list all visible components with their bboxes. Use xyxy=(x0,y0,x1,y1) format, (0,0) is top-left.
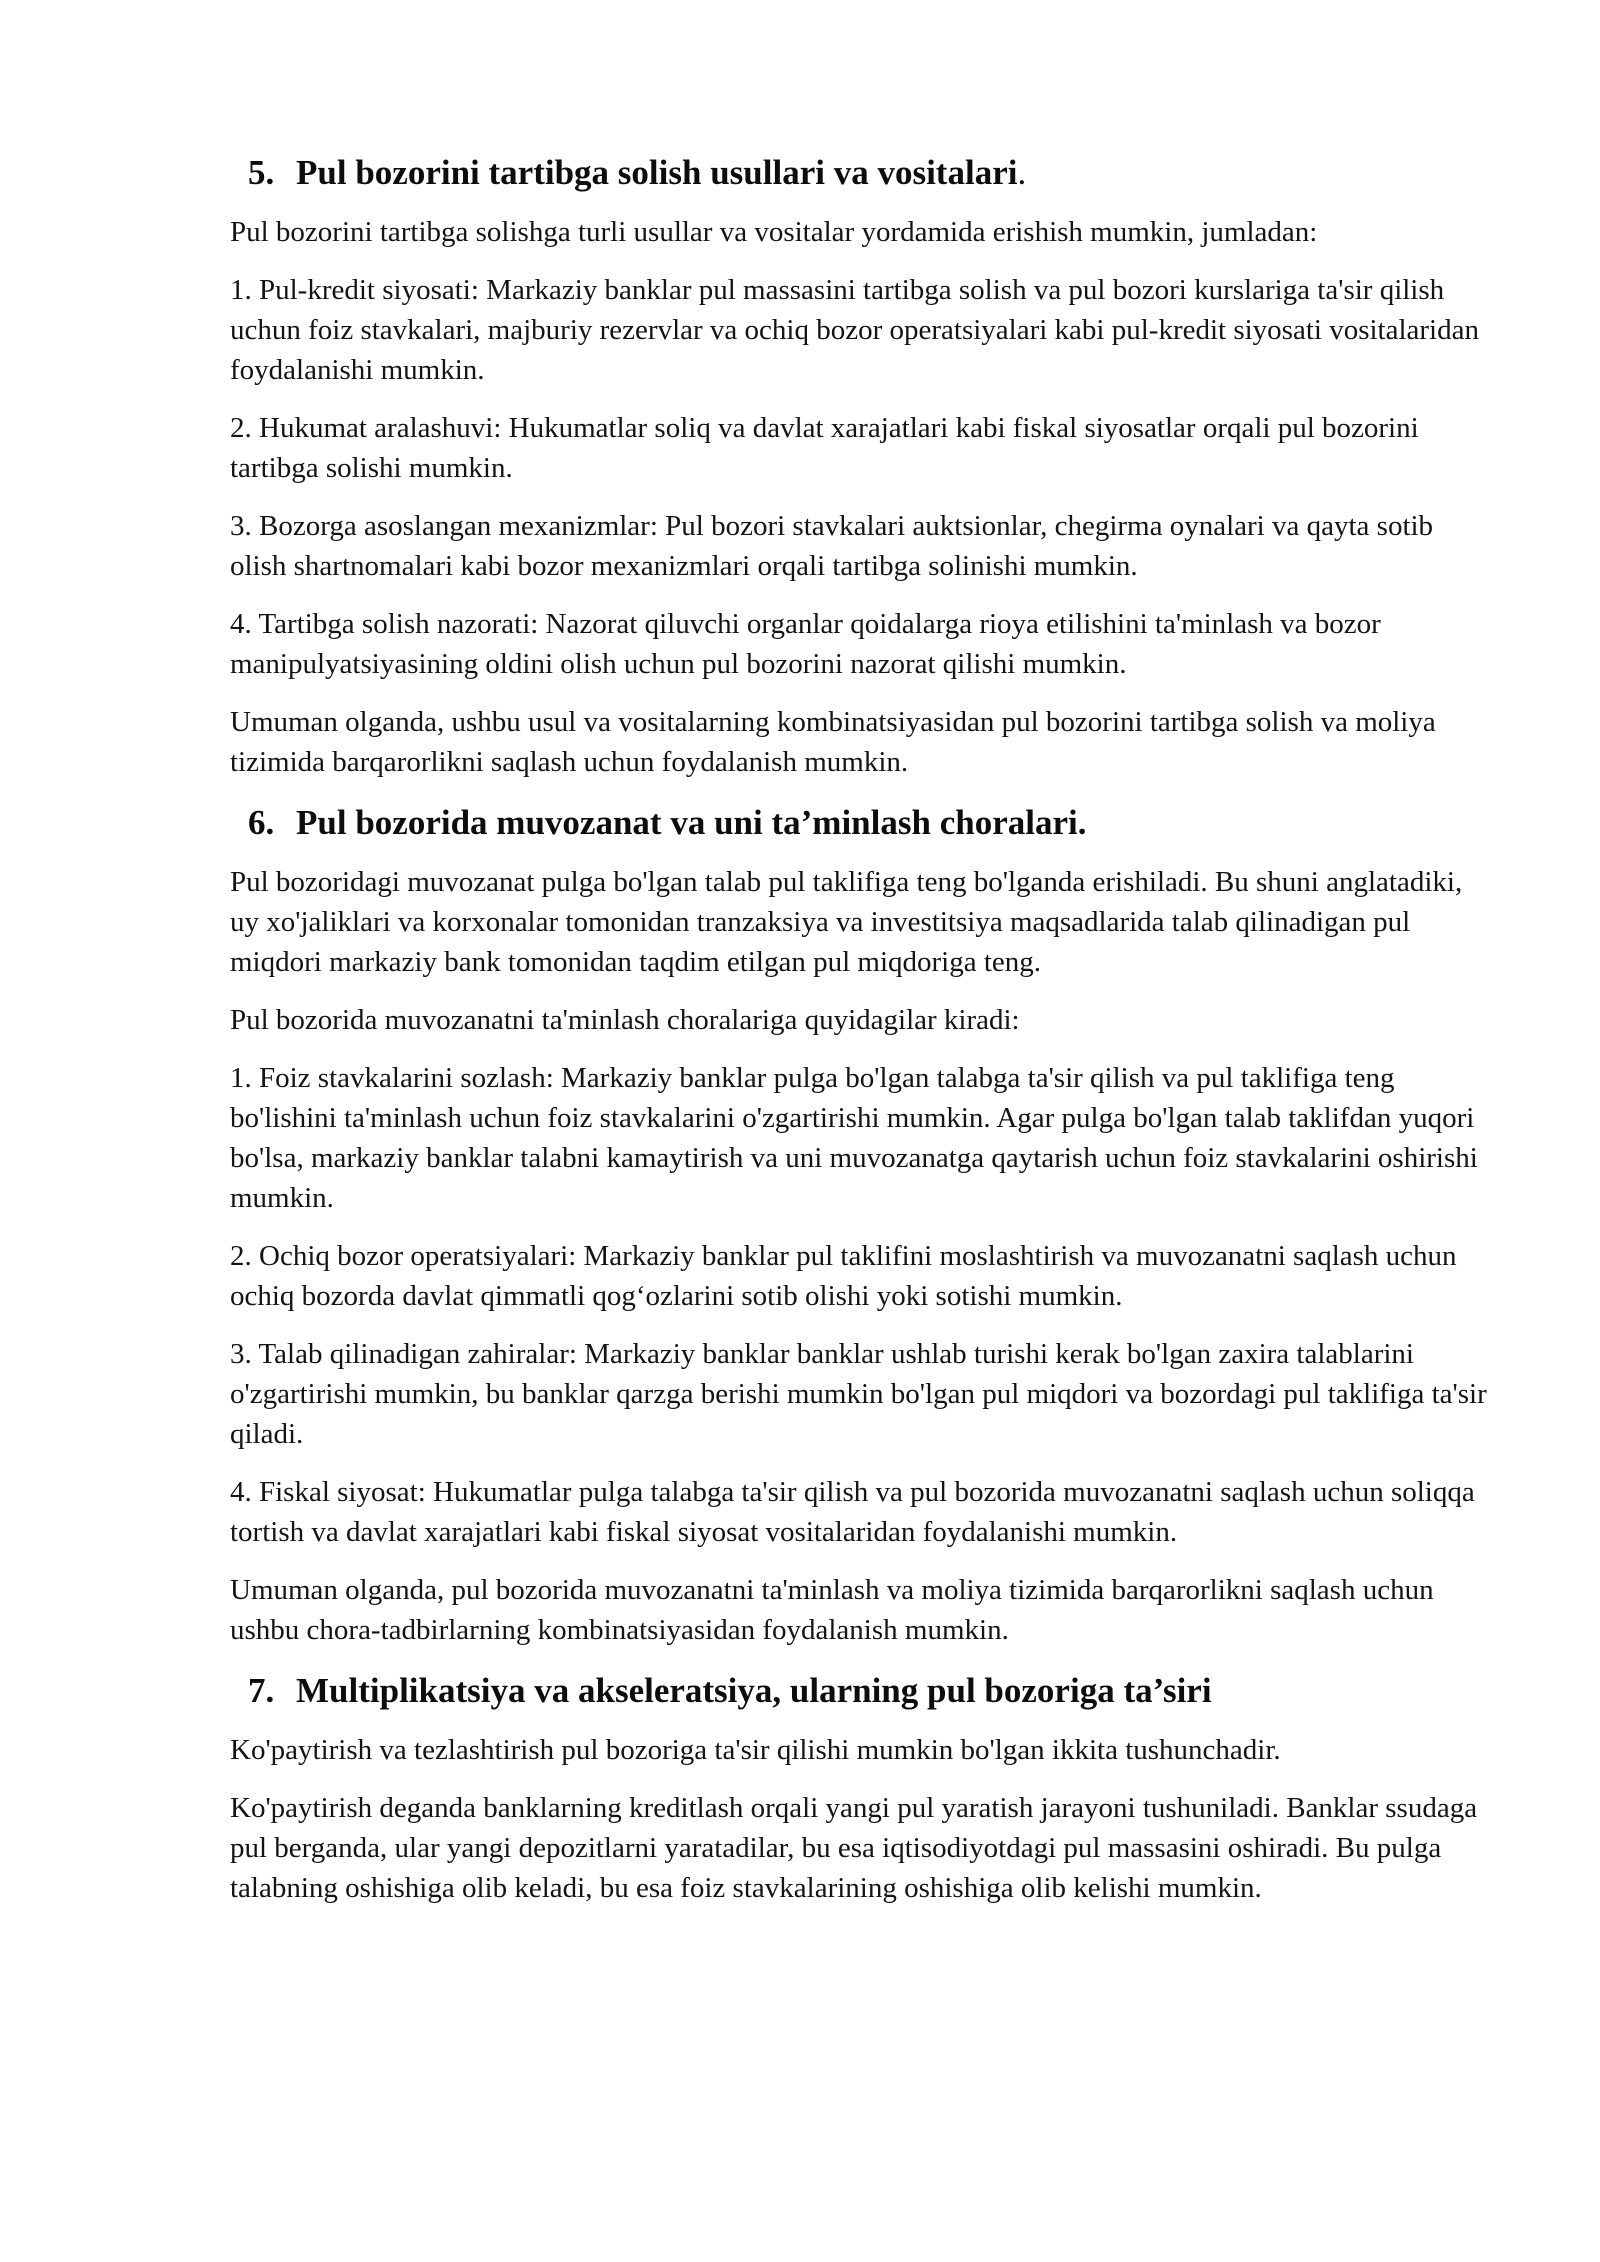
section-heading xyxy=(248,800,1490,846)
paragraph: 1. Pul-kredit siyosati: Markaziy banklar pul massasini tartibga solish va pul bozori kurslariga ta'sir qilish uchun foiz stavkalari, majburiy rezervlar va ochiq bozor operatsiyalari kabi pul-kredit siyosati vositalaridan foydalanishi mumkin. xyxy=(230,274,1479,386)
section-title: Pul bozorida muvozanat va uni ta’minlash choralari. xyxy=(296,803,1087,842)
paragraph: 4. Fiskal siyosat: Hukumatlar pulga talabga ta'sir qilish va pul bozorida muvozanatni saqlash uchun soliqqa tortish va davlat xarajatlari kabi fiskal siyosat vositalaridan foydalanishi mumkin. xyxy=(230,1476,1475,1548)
paragraph: Ko'paytirish deganda banklarning kreditlash orqali yangi pul yaratish jarayoni tushuniladi. Banklar ssudaga pul berganda, ular yangi depozitlarni yaratadilar, bu esa iqtisodiyotdagi pul massasini oshiradi. Bu pulga talabning oshishiga olib keladi, bu esa foiz stavkalarining oshishiga olib kelishi mumkin. xyxy=(230,1792,1478,1904)
paragraph: Umuman olganda, pul bozorida muvozanatni ta'minlash va moliya tizimida barqarorlikni saqlash uchun ushbu chora-tadbirlarning kombinatsiyasidan foydalanish mumkin. xyxy=(230,1574,1434,1646)
paragraph: Umuman olganda, ushbu usul va vositalarning kombinatsiyasidan pul bozorini tartibga solish va moliya tizimida barqarorlikni saqlash uchun foydalanish mumkin. xyxy=(230,706,1436,778)
paragraph: 3. Talab qilinadigan zahiralar: Markaziy banklar banklar ushlab turishi kerak bo'lgan zaxira talablarini o'zgartirishi mumkin, bu banklar qarzga berishi mumkin bo'lgan pul miqdori va bozordagi pul taklifiga ta'sir qiladi. xyxy=(230,1338,1487,1450)
paragraph: 2. Hukumat aralashuvi: Hukumatlar soliq va davlat xarajatlari kabi fiskal siyosatlar orqali pul bozorini tartibga solishi mumkin. xyxy=(230,412,1419,484)
section-number: 7. xyxy=(248,1671,275,1710)
section-title-trail: . xyxy=(1017,153,1027,192)
document-page xyxy=(230,150,1490,1926)
section-number: 5. xyxy=(248,153,275,192)
section-number: 6. xyxy=(248,803,275,842)
paragraph: Pul bozoridagi muvozanat pulga bo'lgan talab pul taklifiga teng bo'lganda erishiladi. Bu shuni anglatadiki, uy xo'jaliklari va korxonalar tomonidan tranzaksiya va investitsiya maqsadlarida talab qilinadigan pul miqdori markaziy bank tomonidan taqdim etilgan pul miqdoriga teng. xyxy=(230,866,1463,978)
paragraph: Pul bozorini tartibga solishga turli usullar va vositalar yordamida erishish mumkin, jumladan: xyxy=(230,216,1318,248)
paragraph: 4. Tartibga solish nazorati: Nazorat qiluvchi organlar qoidalarga rioya etilishini ta'minlash va bozor manipulyatsiyasining oldini olish uchun pul bozorini nazorat qilishi mumkin. xyxy=(230,608,1381,680)
section-title: Multiplikatsiya va akseleratsiya, ularning pul bozoriga ta’siri xyxy=(296,1671,1212,1710)
paragraph: 3. Bozorga asoslangan mexanizmlar: Pul bozori stavkalari auktsionlar, chegirma oynalari va qayta sotib olish shartnomalari kabi bozor mexanizmlari orqali tartibga solinishi mumkin. xyxy=(230,510,1434,582)
paragraph: Pul bozorida muvozanatni ta'minlash choralariga quyidagilar kiradi: xyxy=(230,1004,1020,1036)
section-title: Pul bozorini tartibga solish usullari va vositalari. xyxy=(296,153,1027,192)
section-heading xyxy=(248,1668,1490,1714)
paragraph: 1. Foiz stavkalarini sozlash: Markaziy banklar pulga bo'lgan talabga ta'sir qilish va pul taklifiga teng bo'lishini ta'minlash uchun foiz stavkalarini o'zgartirishi mumkin. Agar pulga bo'lgan talab taklifdan yuqori bo'lsa, markaziy banklar talabni kamaytirish va uni muvozanatga qaytarish uchun foiz stavkalarini oshirishi mumkin. xyxy=(230,1062,1478,1214)
section-heading xyxy=(248,150,1490,196)
paragraph: Ko'paytirish va tezlashtirish pul bozoriga ta'sir qilishi mumkin bo'lgan ikkita tushunchadir. xyxy=(230,1734,1281,1766)
paragraph: 2. Ochiq bozor operatsiyalari: Markaziy banklar pul taklifini moslashtirish va muvozanatni saqlash uchun ochiq bozorda davlat qimmatli qog‘ozlarini sotib olishi yoki sotishi mumkin. xyxy=(230,1240,1457,1312)
